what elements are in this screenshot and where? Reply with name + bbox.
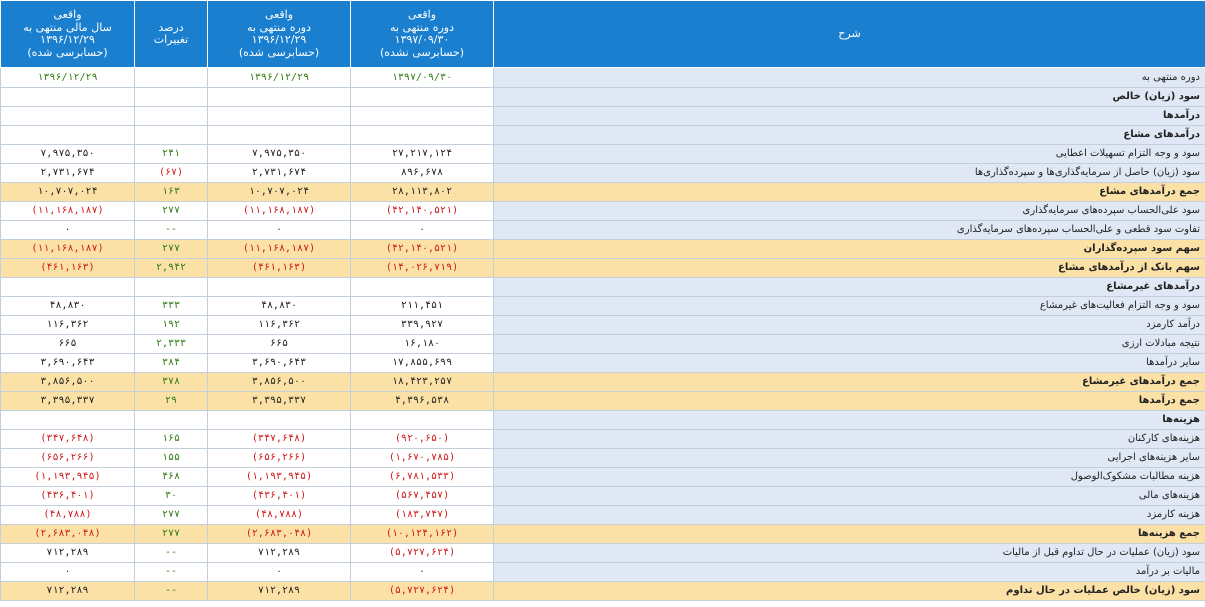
cell-change-percent: ۲۷۷ [135, 506, 208, 525]
cell-change-percent [135, 107, 208, 126]
cell-period-1397: ۲۸,۱۱۳,۸۰۲ [351, 183, 494, 202]
cell-fiscal-year-1396: ۱۰,۷۰۷,۰۲۴ [1, 183, 135, 202]
cell-description: جمع درآمدهای مشاع [494, 183, 1205, 202]
cell-fiscal-year-1396 [1, 126, 135, 145]
header-fiscal-year-1396[interactable]: واقعی سال مالی منتهی به ۱۳۹۶/۱۲/۲۹ (حسابرسی شده) [1, 1, 135, 68]
cell-period-1397: (۱۰,۱۲۴,۱۶۲) [351, 525, 494, 544]
cell-description: سود علی‌الحساب سپرده‌های سرمایه‌گذاری [494, 202, 1205, 221]
cell-description: درآمدهای غیرمشاع [494, 278, 1205, 297]
cell-fiscal-year-1396: ۴۸,۸۳۰ [1, 297, 135, 316]
table-row [1, 525, 1205, 544]
cell-period-1397: ۰ [351, 221, 494, 240]
cell-fiscal-year-1396: ۶۶۵ [1, 335, 135, 354]
cell-change-percent: ۱۹۲ [135, 316, 208, 335]
cell-change-percent [135, 411, 208, 430]
cell-period-1396: ۱۳۹۶/۱۲/۲۹ [208, 68, 351, 88]
cell-period-1397 [351, 411, 494, 430]
cell-period-1397: ۱۳۹۷/۰۹/۳۰ [351, 68, 494, 88]
table-row [1, 487, 1205, 506]
table-row [1, 145, 1205, 164]
cell-period-1397: (۶,۷۸۱,۵۳۳) [351, 468, 494, 487]
cell-change-percent: ۴۶۸ [135, 468, 208, 487]
cell-period-1397: (۴۲,۱۴۰,۵۲۱) [351, 240, 494, 259]
cell-period-1397 [351, 107, 494, 126]
table-body [1, 68, 1205, 601]
table-row [1, 278, 1205, 297]
cell-change-percent: ۱۶۵ [135, 430, 208, 449]
cell-change-percent: ۱۶۳ [135, 183, 208, 202]
cell-description: سایر هزینه‌های اجرایی [494, 449, 1205, 468]
cell-change-percent [135, 68, 208, 88]
cell-fiscal-year-1396 [1, 278, 135, 297]
cell-description: مالیات بر درآمد [494, 563, 1205, 582]
cell-period-1397 [351, 88, 494, 107]
cell-description: سایر درآمدها [494, 354, 1205, 373]
table-row [1, 164, 1205, 183]
header-period-1396[interactable]: واقعی دوره منتهی به ۱۳۹۶/۱۲/۲۹ (حسابرسی شده) [208, 1, 351, 68]
cell-description: هزینه کارمزد [494, 506, 1205, 525]
cell-period-1397: (۱۸۳,۷۴۷) [351, 506, 494, 525]
cell-description: جمع درآمدها [494, 392, 1205, 411]
cell-period-1396: (۱۱,۱۶۸,۱۸۷) [208, 202, 351, 221]
cell-change-percent: ۱۵۵ [135, 449, 208, 468]
cell-fiscal-year-1396: (۱۱,۱۶۸,۱۸۷) [1, 202, 135, 221]
table-row [1, 221, 1205, 240]
table-row [1, 430, 1205, 449]
cell-period-1396 [208, 278, 351, 297]
table-row [1, 468, 1205, 487]
cell-change-percent: ۲,۳۳۳ [135, 335, 208, 354]
cell-change-percent: -- [135, 582, 208, 601]
cell-description: دوره منتهی به [494, 68, 1205, 88]
table-row [1, 373, 1205, 392]
cell-fiscal-year-1396: ۳,۳۹۵,۳۳۷ [1, 392, 135, 411]
cell-period-1397: (۴۲,۱۴۰,۵۲۱) [351, 202, 494, 221]
cell-period-1396: (۴۳۶,۴۰۱) [208, 487, 351, 506]
table-row [1, 582, 1205, 601]
cell-description: سود (زیان) عملیات در حال تداوم قبل از مالیات [494, 544, 1205, 563]
cell-fiscal-year-1396 [1, 88, 135, 107]
cell-fiscal-year-1396: ۷,۹۷۵,۳۵۰ [1, 145, 135, 164]
cell-change-percent: -- [135, 544, 208, 563]
cell-fiscal-year-1396: (۲,۶۸۳,۰۴۸) [1, 525, 135, 544]
cell-fiscal-year-1396: ۰ [1, 563, 135, 582]
cell-period-1396: (۲,۶۸۳,۰۴۸) [208, 525, 351, 544]
table-row [1, 563, 1205, 582]
cell-period-1396: (۴۸,۷۸۸) [208, 506, 351, 525]
table-row [1, 544, 1205, 563]
cell-period-1396 [208, 126, 351, 145]
cell-period-1396: ۷۱۲,۲۸۹ [208, 544, 351, 563]
cell-change-percent: (۶۷) [135, 164, 208, 183]
cell-period-1396: (۴۶۱,۱۶۳) [208, 259, 351, 278]
cell-description: هزینه‌های مالی [494, 487, 1205, 506]
cell-period-1396: ۴۸,۸۳۰ [208, 297, 351, 316]
cell-period-1396: ۷۱۲,۲۸۹ [208, 582, 351, 601]
cell-period-1397 [351, 126, 494, 145]
cell-period-1397: (۱,۶۷۰,۷۸۵) [351, 449, 494, 468]
table-row [1, 183, 1205, 202]
cell-change-percent [135, 278, 208, 297]
table-row [1, 240, 1205, 259]
cell-period-1397: (۵,۷۲۷,۶۲۴) [351, 544, 494, 563]
cell-fiscal-year-1396: (۴۶۱,۱۶۳) [1, 259, 135, 278]
cell-description: سهم سود سپرده‌گذاران [494, 240, 1205, 259]
table-row [1, 68, 1205, 88]
cell-period-1397: ۲۷,۲۱۷,۱۲۴ [351, 145, 494, 164]
cell-period-1397: (۱۴,۰۲۶,۷۱۹) [351, 259, 494, 278]
cell-description: هزینه‌های کارکنان [494, 430, 1205, 449]
table-row [1, 126, 1205, 145]
cell-period-1396: ۳,۸۵۶,۵۰۰ [208, 373, 351, 392]
cell-description: نتیجه مبادلات ارزی [494, 335, 1205, 354]
header-period-1397[interactable]: واقعی دوره منتهی به ۱۳۹۷/۰۹/۳۰ (حسابرسی نشده) [351, 1, 494, 68]
cell-period-1397: ۲۱۱,۴۵۱ [351, 297, 494, 316]
cell-description: سود (زیان) حاصل از سرمایه‌گذاری‌ها و سپرده‌گذاری‌ها [494, 164, 1205, 183]
cell-period-1396: (۳۴۷,۶۴۸) [208, 430, 351, 449]
cell-period-1397: ۳۳۹,۹۲۷ [351, 316, 494, 335]
cell-fiscal-year-1396: ۱۱۶,۳۶۲ [1, 316, 135, 335]
cell-period-1397: (۹۲۰,۶۵۰) [351, 430, 494, 449]
table-row [1, 202, 1205, 221]
table-row [1, 335, 1205, 354]
cell-change-percent: ۲۷۷ [135, 240, 208, 259]
cell-fiscal-year-1396: ۷۱۲,۲۸۹ [1, 582, 135, 601]
cell-period-1396: ۱۱۶,۳۶۲ [208, 316, 351, 335]
cell-period-1396: ۰ [208, 563, 351, 582]
cell-change-percent: ۲,۹۴۲ [135, 259, 208, 278]
cell-period-1397 [351, 278, 494, 297]
cell-period-1396 [208, 411, 351, 430]
table-row [1, 259, 1205, 278]
cell-period-1397: (۵۶۷,۴۵۷) [351, 487, 494, 506]
cell-fiscal-year-1396: (۴۳۶,۴۰۱) [1, 487, 135, 506]
cell-period-1396 [208, 88, 351, 107]
cell-fiscal-year-1396 [1, 107, 135, 126]
cell-fiscal-year-1396: ۳,۶۹۰,۶۴۳ [1, 354, 135, 373]
cell-period-1397: ۴,۳۹۶,۵۳۸ [351, 392, 494, 411]
cell-fiscal-year-1396: ۷۱۲,۲۸۹ [1, 544, 135, 563]
header-change-percent[interactable]: درصد تغییرات [135, 1, 208, 68]
cell-period-1396 [208, 107, 351, 126]
cell-fiscal-year-1396 [1, 411, 135, 430]
cell-period-1397: ۱۶,۱۸۰ [351, 335, 494, 354]
table-row [1, 316, 1205, 335]
table-row [1, 411, 1205, 430]
cell-period-1396: (۱,۱۹۳,۹۴۵) [208, 468, 351, 487]
cell-fiscal-year-1396: (۱,۱۹۳,۹۴۵) [1, 468, 135, 487]
cell-description: سهم بانک از درآمدهای مشاع [494, 259, 1205, 278]
cell-fiscal-year-1396: ۱۳۹۶/۱۲/۲۹ [1, 68, 135, 88]
table-row [1, 392, 1205, 411]
cell-change-percent: ۳۰ [135, 487, 208, 506]
table-row [1, 449, 1205, 468]
cell-change-percent [135, 88, 208, 107]
cell-change-percent: ۳۳۳ [135, 297, 208, 316]
cell-description: هزینه مطالبات مشکوک‌الوصول [494, 468, 1205, 487]
cell-period-1396: ۲,۷۳۱,۶۷۴ [208, 164, 351, 183]
cell-description: تفاوت سود قطعی و علی‌الحساب سپرده‌های سرمایه‌گذاری [494, 221, 1205, 240]
cell-fiscal-year-1396: ۰ [1, 221, 135, 240]
cell-period-1397: (۵,۷۲۷,۶۲۴) [351, 582, 494, 601]
table-row [1, 88, 1205, 107]
cell-period-1397: ۰ [351, 563, 494, 582]
cell-period-1397: ۸۹۶,۶۷۸ [351, 164, 494, 183]
cell-fiscal-year-1396: (۱۱,۱۶۸,۱۸۷) [1, 240, 135, 259]
cell-change-percent: ۲۹ [135, 392, 208, 411]
cell-description: سود و وجه التزام تسهیلات اعطایی [494, 145, 1205, 164]
cell-change-percent: ۲۷۷ [135, 202, 208, 221]
cell-description: هزینه‌ها [494, 411, 1205, 430]
cell-fiscal-year-1396: (۶۵۶,۲۶۶) [1, 449, 135, 468]
cell-change-percent: ۳۸۴ [135, 354, 208, 373]
table-row [1, 107, 1205, 126]
table-row [1, 297, 1205, 316]
table-header-row [1, 1, 1205, 68]
cell-description: سود و وجه التزام فعالیت‌های غیرمشاع [494, 297, 1205, 316]
cell-change-percent: ۲۴۱ [135, 145, 208, 164]
table-row [1, 506, 1205, 525]
cell-description: جمع درآمدهای غیرمشاع [494, 373, 1205, 392]
cell-period-1396: ۱۰,۷۰۷,۰۲۴ [208, 183, 351, 202]
cell-fiscal-year-1396: (۳۴۷,۶۴۸) [1, 430, 135, 449]
cell-change-percent: ۲۷۷ [135, 525, 208, 544]
cell-period-1396: ۰ [208, 221, 351, 240]
cell-period-1397: ۱۷,۸۵۵,۶۹۹ [351, 354, 494, 373]
cell-period-1396: ۳,۳۹۵,۳۳۷ [208, 392, 351, 411]
table-row [1, 354, 1205, 373]
cell-period-1396: ۶۶۵ [208, 335, 351, 354]
cell-description: سود (زیان) خالص [494, 88, 1205, 107]
cell-change-percent: -- [135, 563, 208, 582]
cell-period-1396: ۳,۶۹۰,۶۴۳ [208, 354, 351, 373]
cell-change-percent: -- [135, 221, 208, 240]
cell-description: سود (زیان) خالص عملیات در حال تداوم [494, 582, 1205, 601]
cell-description: جمع هزینه‌ها [494, 525, 1205, 544]
cell-period-1396: ۷,۹۷۵,۳۵۰ [208, 145, 351, 164]
cell-fiscal-year-1396: (۴۸,۷۸۸) [1, 506, 135, 525]
cell-period-1396: (۶۵۶,۲۶۶) [208, 449, 351, 468]
cell-change-percent [135, 126, 208, 145]
cell-change-percent: ۳۷۸ [135, 373, 208, 392]
cell-period-1397: ۱۸,۴۲۳,۲۵۷ [351, 373, 494, 392]
header-description[interactable]: شرح [494, 1, 1205, 68]
cell-description: درآمدهای مشاع [494, 126, 1205, 145]
cell-fiscal-year-1396: ۳,۸۵۶,۵۰۰ [1, 373, 135, 392]
cell-description: درآمدها [494, 107, 1205, 126]
cell-fiscal-year-1396: ۲,۷۳۱,۶۷۴ [1, 164, 135, 183]
cell-description: درآمد کارمزد [494, 316, 1205, 335]
cell-period-1396: (۱۱,۱۶۸,۱۸۷) [208, 240, 351, 259]
